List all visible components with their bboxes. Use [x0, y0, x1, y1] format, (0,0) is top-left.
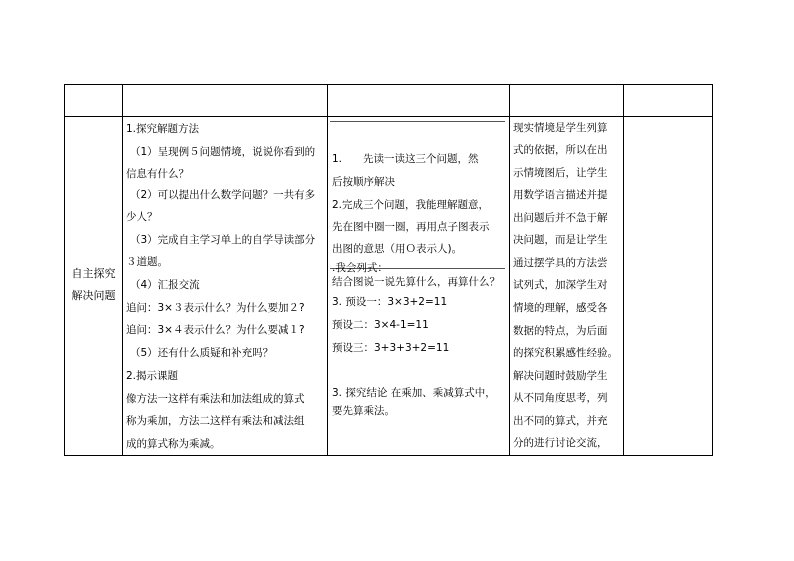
- student-line-3: 2.完成三个问题，我能理解题意，: [332, 199, 490, 211]
- row-label: [65, 263, 122, 307]
- teacher-line-15: 成的算式称为乘减。: [126, 438, 221, 450]
- teacher-line-1: 1.探究解题方法: [126, 123, 200, 135]
- student-line-5: 出图的意思（用Ｏ表示人)。: [332, 243, 463, 255]
- intent-line-3: 示情境图后，让学生: [513, 167, 608, 179]
- student-line-12: 要先算乘法。: [332, 405, 395, 417]
- table-top-border: [64, 84, 713, 85]
- intent-line-6: 决问题，而是让学生: [513, 234, 608, 246]
- teacher-line-2: （1）呈现例５问题情境，说说你看到的: [130, 146, 316, 158]
- teacher-line-3: 信息有什么？: [126, 168, 189, 180]
- intent-line-7: 通过摆学具的方法尝: [513, 257, 608, 269]
- intent-line-13: 从不同角度思考，列: [513, 392, 608, 404]
- row-divider: [64, 116, 713, 117]
- column-divider-1: [122, 84, 123, 456]
- intent-line-4: 用数学语言描述并提: [513, 189, 608, 201]
- teacher-line-6: （3）完成自主学习单上的自学导读部分: [130, 234, 316, 246]
- teacher-line-13: 像方法一这样有乘法和加法组成的算式: [126, 393, 305, 405]
- student-line-1: 1. 先读一读这三个问题，然: [332, 153, 479, 165]
- teacher-line-4: （2）可以提出什么数学问题？一共有多: [130, 189, 316, 201]
- intent-line-10: 数据的特点，为后面: [513, 325, 608, 337]
- teacher-line-11: （5）还有什么质疑和补充吗？: [130, 347, 274, 359]
- intent-line-11: 的探究积累感性经验。: [513, 347, 618, 359]
- student-line-7: 结合图说一说先算什么，再算什么？: [332, 276, 500, 288]
- teacher-line-5: 少人？: [126, 211, 158, 223]
- student-cell-top-rule: [330, 121, 505, 122]
- intent-line-1: 现实情境是学生列算: [513, 122, 608, 134]
- intent-line-5: 出问题后并不急于解: [513, 212, 608, 224]
- student-line-8: 3. 预设一：3×3+2=11: [332, 296, 448, 308]
- teacher-line-9: 追问：3×３表示什么？为什么要加２?: [126, 302, 305, 314]
- intent-line-9: 情境的理解，感受各: [513, 302, 608, 314]
- teacher-line-12: 2.揭示课题: [126, 370, 179, 382]
- teacher-line-7: ３道题。: [126, 256, 168, 268]
- student-line-10: 预设三：3+3+3+2=11: [332, 342, 450, 354]
- teacher-line-14: 称为乘加，方法二这样有乘法和减法组: [126, 415, 305, 427]
- intent-line-2: 式的依据，所以在出: [513, 144, 608, 156]
- teacher-line-8: （4）汇报交流: [130, 279, 200, 291]
- column-divider-4: [623, 84, 624, 456]
- student-line-2: 后按顺序解决: [332, 176, 395, 188]
- table-bottom-border: [64, 455, 713, 456]
- intent-line-12: 解决问题时鼓励学生: [513, 370, 608, 382]
- intent-line-14: 出不同的算式，并充: [513, 415, 608, 427]
- intent-line-8: 试列式，加深学生对: [513, 279, 608, 291]
- teacher-line-10: 追问：3×４表示什么？为什么要减１?: [126, 324, 305, 336]
- column-divider-2: [327, 84, 328, 456]
- intent-line-15: 分的进行讨论交流，: [513, 437, 608, 449]
- student-line-9: 预设二：3×4-1=11: [332, 319, 429, 331]
- column-divider-3: [509, 84, 510, 456]
- row-label-line-1: 自主探究: [71, 267, 116, 280]
- student-line-11: 3. 探究结论 在乘加、乘减算式中，: [332, 387, 496, 399]
- student-line-4: 先在图中圈一圈，再用点子图表示: [332, 221, 490, 233]
- row-label-line-2: 解决问题: [71, 289, 116, 302]
- student-line-6: .我会列式：: [332, 262, 388, 274]
- table-right-border: [712, 84, 713, 456]
